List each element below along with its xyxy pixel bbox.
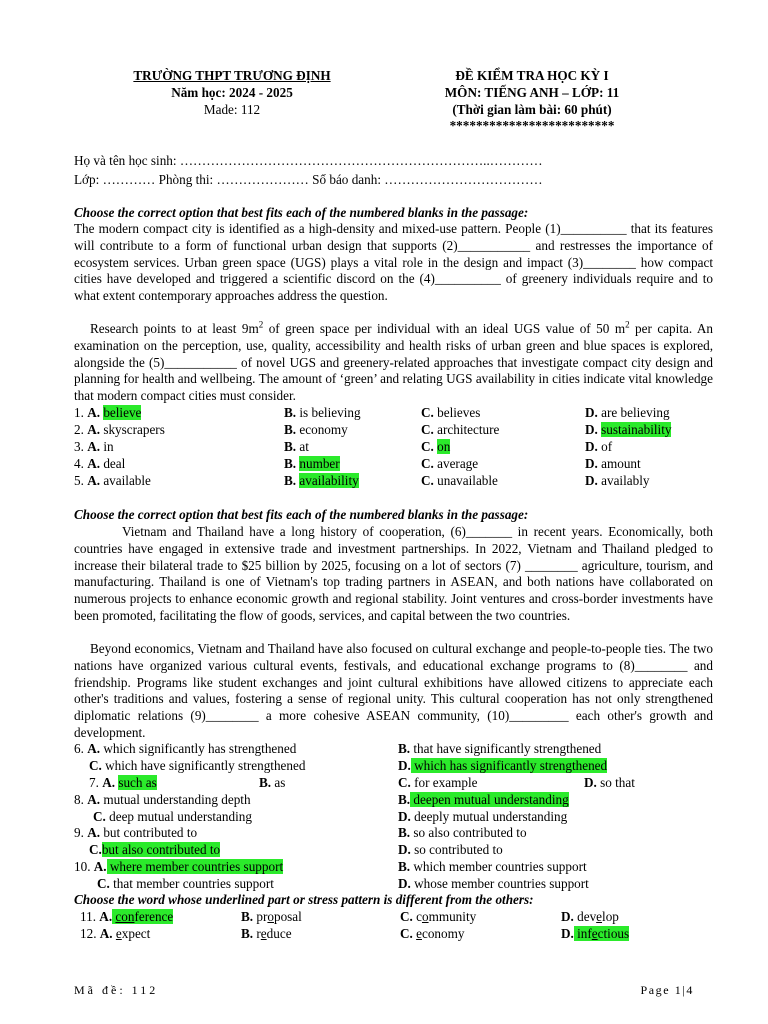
q7-option-d[interactable]: so that [600,775,635,790]
q10-option-c[interactable]: that member countries support [113,876,274,891]
q11-option-b[interactable]: proposal [256,909,302,924]
header-left [112,68,352,118]
q2-option-d[interactable]: sustainability [601,422,672,437]
q6-option-d[interactable]: which has significantly strengthened [411,758,607,773]
subject: MÔN: TIẾNG ANH – LỚP: 11 [444,84,620,100]
school-name: TRƯỜNG THPT TRƯƠNG ĐỊNH [133,68,331,83]
q2-option-b[interactable]: economy [299,422,348,437]
header-right [412,68,652,135]
section1-heading: Choose the correct option that best fits each of the numbered blanks in the passage: [74,205,529,220]
q10-option-a[interactable]: where member countries support [107,859,284,874]
q11-option-c[interactable]: community [416,909,477,924]
q7-option-b[interactable]: as [274,775,286,790]
q8-option-b[interactable]: deepen mutual understanding [410,792,569,807]
q3-option-b[interactable]: at [299,439,309,454]
q6-option-a[interactable]: which significantly has strengthened [103,741,297,756]
q4-option-d[interactable]: amount [601,456,641,471]
q4-option-a[interactable]: deal [103,456,126,471]
q10-option-d[interactable]: whose member countries support [414,876,589,891]
section1-paragraph-2 [74,321,713,405]
q1-option-b[interactable]: is believing [299,405,361,420]
q5-option-b[interactable]: availability [299,473,359,488]
q12-option-d[interactable]: infectious [574,926,629,941]
q9-option-c[interactable]: but also contributed to [101,842,221,857]
p2-part-b: of green space per individual with an ideal UGS value of 50 m [263,321,626,336]
q5-option-d[interactable]: availably [601,473,650,488]
q3-option-c[interactable]: on [437,439,451,454]
q11-option-d[interactable]: develop [577,909,619,924]
q1-option-d[interactable]: are believing [601,405,670,420]
exam-title: ĐỀ KIỂM TRA HỌC KỲ I [455,68,609,83]
section2-heading: Choose the correct option that best fits each of the numbered blanks in the passage: [74,507,529,522]
q12-option-b[interactable]: reduce [256,926,292,941]
q11-option-a[interactable]: conference [112,909,173,924]
p2-sup-1: 2 [258,319,264,330]
p2-part-a: Research points to at least 9m [90,321,259,336]
made-code: Made: 112 [203,101,261,117]
q2-option-c[interactable]: architecture [437,422,500,437]
q8-option-d[interactable]: deeply mutual understanding [414,809,568,824]
q1-option-c[interactable]: believes [437,405,481,420]
student-class-line: Lớp: ………… Phòng thi: ………………… Số báo danh: ……………………………… [74,172,543,187]
q7-option-c[interactable]: for example [414,775,478,790]
section1-paragraph-1: The modern compact city is identified as a high-density and mixed-use pattern. People (1)__________ that its features will contribute to a form of functional urban design that supports (2)___________ and restresses the importance of ecosystem services. Urban green space (UGS) plays a vital role in the design and impact (3)________ how compact cities have developed and triggered a scientific discord on the (4)__________ of greenery individuals require and to what extent contemporary approaches address the question. [74,221,713,304]
stars-divider: ************************* [449,118,615,134]
p2-part-c: per capita. An examination on the perception, use, quality, accessibility and health risks of urban green and blue spaces is explored, alongside the (5)___________ of novel UGS and greenery-related approaches that investigate compact city design and planning for health and wellbeing. The amount of ‘green’ and relating UGS availability in cities indicate vital knowledge that modern compact cities must consider. [74,321,713,404]
exam-page: TRƯỜNG THPT TRƯƠNG ĐỊNH Năm học: 2024 - 2025 Made: 112 ĐỀ KIỂM TRA HỌC KỲ I MÔN: TIẾNG ANH – LỚP: 11 (Thời gian làm bài: 60 phút) ************************* Họ và tên học sinh: ……………………………………………………………..………… Lớp: ………… Phòng thi: ………………… Số báo danh: ……………………………… Choose the correct option that best fits each of the numbered blanks in the passage: The modern compact city is identified as a high-density and mixed-use pattern. People (1)__________ that its features will contribute to a form of functional urban design that supports (2)___________ and restresses the importance of ecosystem services. Urban green space (UGS) plays a vital role in the design and impact (3)________ how compact cities have developed and triggered a scientific discord on the (4)__________ of greenery individuals require and to what extent contemporary approaches address the question. Research points to at least $9m^2$ of green space per individual with an ideal UGS value of 50 $m^2$ per capita. An examination on the perception, use, quality, accessibility and health risks of urban green and blue spaces is explored, alongside the (5)___________ of novel UGS and greenery-related approaches that investigate compact city design and planning for health and wellbeing. The amount of ‘green’ and relating UGS availability in cities indicate vital knowledge that modern compact cities must consider. 1. A. believe B. is believing C. believes D. are believing 2. A. skyscrapers B. economy C. architecture D. sustainability 3. A. in B. at C. on D. of 4. A. deal B. number C. average D. amount 5. A. available B. availability C. unavailable D. availably Choose the correct option that best fits each of the numbered blanks in the passage: Vietnam and Thailand have a long history of cooperation, (6)_______ in recent years. Economically, both countries have engaged in extensive trade and investment partnerships. In 2022, Vietnam and Thailand pledged to increase their bilateral trade to $25 billion by 2025, focusing on a lot of sectors (7) ________ agriculture, tourism, and manufacturing. Thailand is one of Vietnam's top trading partners in ASEAN, and both nations have collaborated on numerous projects to enhance economic growth and regional stability. Joint ventures and cross-border investments have been promoted, facilitating the flow of goods, services, and capital between the two countries. Beyond economics, Vietnam and Thailand have also focused on cultural exchange and people-to-people ties. The two nations have organized various cultural events, festivals, and educational exchange programs to (8)________ and friendship. Programs like student exchanges and joint cultural exhibitions have allowed citizens to appreciate each other's traditions and values, fostering a sense of regional unity. This cultural cooperation has not only strengthened diplomatic relations (9)________ a more cohesive ASEAN community, (10)_________ each other's growth and development. 6. A. which significantly has strengthened B. that have significantly strengthened C. which have significantly strengthened D. which has significantly strengthened 7. A. such as B. as C. for example D. so that 8. A. mutual understanding depth B. deepen mutual understanding C. deep mutual understanding D. deeply mutual understanding 9. A. but contributed to B. so also contributed to C.but also contributed to D. so contributed to 10. A. where member countries support B. which member countries support C. that member countries support D. whose member countries support Choose the word whose underlined part or stress pattern is different from the others: 11. A. conference B. proposal C. community D. develop 12. A. expect B. reduce C. economy D. infectious Mã đề: 112 Page 1|4 [74,68,713,997]
footer-page-number: Page 1|4 [640,983,694,997]
q10-option-b[interactable]: which member countries support [413,859,587,874]
p2-sup-2: 2 [625,319,630,330]
q8-option-a[interactable]: mutual understanding depth [103,792,251,807]
exam-time: (Thời gian làm bài: 60 phút) [452,101,612,117]
footer-exam-code: Mã đề: 112 [74,983,159,997]
q1-option-a[interactable]: believe [103,405,142,420]
section2-paragraph-1: Vietnam and Thailand have a long history of cooperation, (6)_______ in recent years. Economically, both countries have engaged in extensive trade and investment partnerships. In 2022, Vietnam and Thailand pledged to increase their bilateral trade to $25 billion by 2025, focusing on a lot of sectors (7) ________ agriculture, tourism, and manufacturing. Thailand is one of Vietnam's top trading partners in ASEAN, and both nations have collaborated on numerous projects to enhance economic growth and regional stability. Joint ventures and cross-border investments have been promoted, facilitating the flow of goods, services, and capital between the two countries. [74,524,713,623]
q6-option-c[interactable]: which have significantly strengthened [105,758,306,773]
q4-option-c[interactable]: average [437,456,479,471]
section3-heading: Choose the word whose underlined part or stress pattern is different from the others: [74,892,534,907]
student-name-line: Họ và tên học sinh: ……………………………………………………………..………… [74,153,543,168]
q3-option-d[interactable]: of [601,439,613,454]
q5-option-c[interactable]: unavailable [437,473,498,488]
q9-option-a[interactable]: but contributed to [103,825,198,840]
section2-paragraph-2: Beyond economics, Vietnam and Thailand have also focused on cultural exchange and people-to-people ties. The two nations have organized various cultural events, festivals, and educational exchange programs to (8)________ and friendship. Programs like student exchanges and joint cultural exhibitions have allowed citizens to appreciate each other's traditions and values, fostering a sense of regional unity. This cultural cooperation has not only strengthened diplomatic relations (9)________ a more cohesive ASEAN community, (10)_________ each other's growth and development. [74,641,713,740]
q4-option-b[interactable]: number [299,456,340,471]
q6-option-b[interactable]: that have significantly strengthened [413,741,602,756]
q7-option-a[interactable]: such as [118,775,157,790]
q12-option-c[interactable]: economy [416,926,465,941]
q9-option-b[interactable]: so also contributed to [413,825,527,840]
q5-option-a[interactable]: available [103,473,151,488]
q9-option-d[interactable]: so contributed to [414,842,503,857]
school-year: Năm học: 2024 - 2025 [171,84,293,100]
q8-option-c[interactable]: deep mutual understanding [109,809,252,824]
q12-option-a[interactable]: expect [115,926,151,941]
q3-option-a[interactable]: in [103,439,114,454]
q2-option-a[interactable]: skyscrapers [103,422,165,437]
